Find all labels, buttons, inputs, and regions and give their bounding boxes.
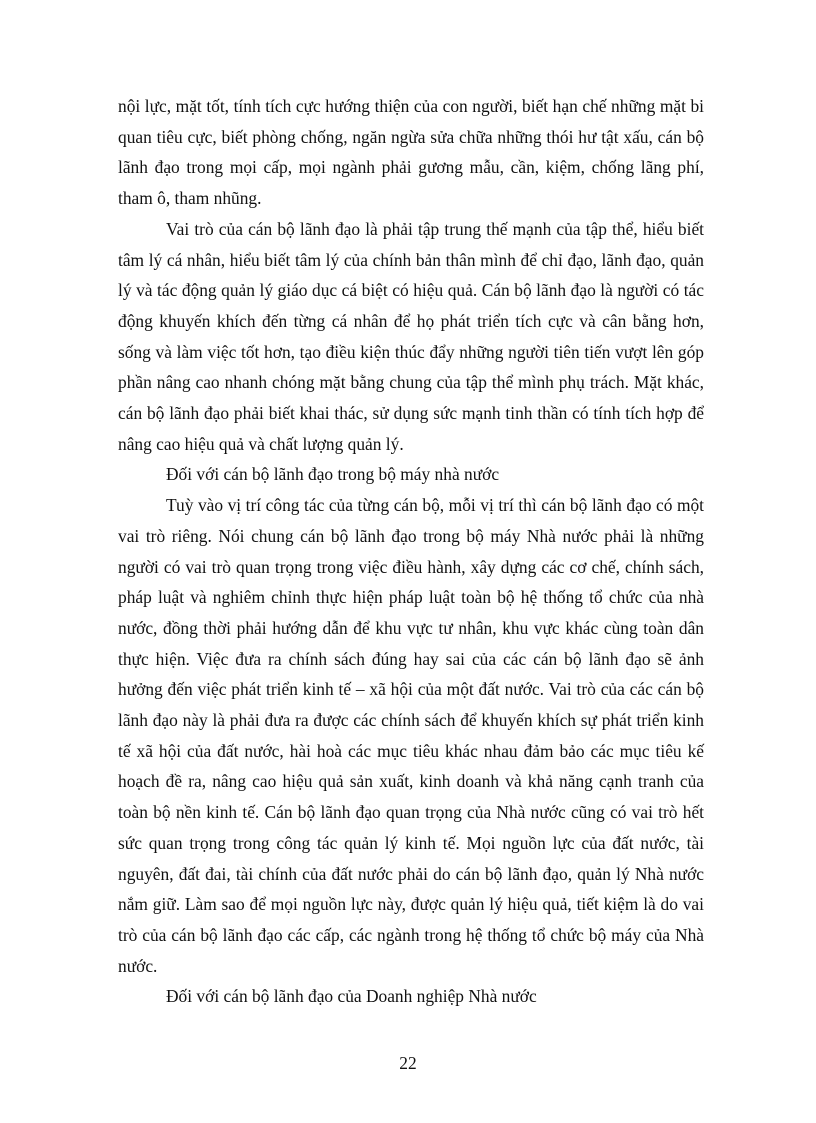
paragraph-continuation: nội lực, mặt tốt, tính tích cực hướng thiện của con người, biết hạn chế những mặt bi quan tiêu cực, biết phòng chống, ngăn ngừa sửa chữa những thói hư tật xấu, cán bộ lãnh đạo trong mọi cấp, mọi ngành phải gương mẫu, cần, kiệm, chống lãng phí, tham ô, tham nhũng.	[118, 96, 704, 209]
paragraph-state-leaders: Tuỳ vào vị trí công tác của từng cán bộ, mỗi vị trí thì cán bộ lãnh đạo có một vai trò riêng. Nói chung cán bộ lãnh đạo trong bộ máy Nhà nước phải là những người có vai trò quan trọng trong việc điều hành, xây dựng các cơ chế, chính sách, pháp luật và nghiêm chỉnh thực hiện pháp luật toàn bộ hệ thống tổ chức của nhà nước, đồng thời phải hướng dẫn để khu vực tư nhân, khu vực khác cùng toàn dân thực hiện. Việc đưa ra chính sách đúng hay sai của các cán bộ lãnh đạo sẽ ảnh hưởng đến việc phát triển kinh tế – xã hội của một đất nước. Vai trò của các cán bộ lãnh đạo này là phải đưa ra được các chính sách để khuyến khích sự phát triển kinh tế xã hội của đất nước, hài hoà các mục tiêu khác nhau đảm bảo các mục tiêu kế hoạch đề ra, nâng cao hiệu quả sản xuất, kinh doanh và khả năng cạnh tranh của toàn bộ nền kinh tế. Cán bộ lãnh đạo quan trọng của Nhà nước cũng có vai trò hết sức quan trọng trong công tác quản lý kinh tế. Mọi nguồn lực của đất nước, tài nguyên, đất đai, tài chính của đất nước phải do cán bộ lãnh đạo, quản lý Nhà nước nắm giữ. Làm sao để mọi nguồn lực này, được quản lý hiệu quả, tiết kiệm là do vai trò của cán bộ lãnh đạo các cấp, các ngành trong hệ thống tổ chức bộ máy của Nhà nước.	[118, 495, 704, 976]
paragraph-role-of-leaders: Vai trò của cán bộ lãnh đạo là phải tập trung thế mạnh của tập thể, hiểu biết tâm lý cá nhân, hiểu biết tâm lý của chính bản thân mình để chỉ đạo, lãnh đạo, quản lý và tác động quản lý giáo dục cá biệt có hiệu quả. Cán bộ lãnh đạo là người có tác động khuyến khích đến từng cá nhân để họ phát triển tích cực và cân bằng hơn, sống và làm việc tốt hơn, tạo điều kiện thúc đẩy những người tiên tiến vượt lên góp phần nâng cao nhanh chóng mặt bằng chung của tập thể mình phụ trách. Mặt khác, cán bộ lãnh đạo phải biết khai thác, sử dụng sức mạnh tinh thần có tính tích hợp để nâng cao hiệu quả và chất lượng quản lý.	[118, 218, 704, 454]
section-heading-state-enterprise: Đối với cán bộ lãnh đạo của Doanh nghiệp Nhà nước	[166, 986, 537, 1007]
section-heading-state-apparatus: Đối với cán bộ lãnh đạo trong bộ máy nhà nước	[166, 464, 500, 485]
page-number: 22	[399, 1053, 417, 1073]
body-text	[118, 91, 704, 1012]
